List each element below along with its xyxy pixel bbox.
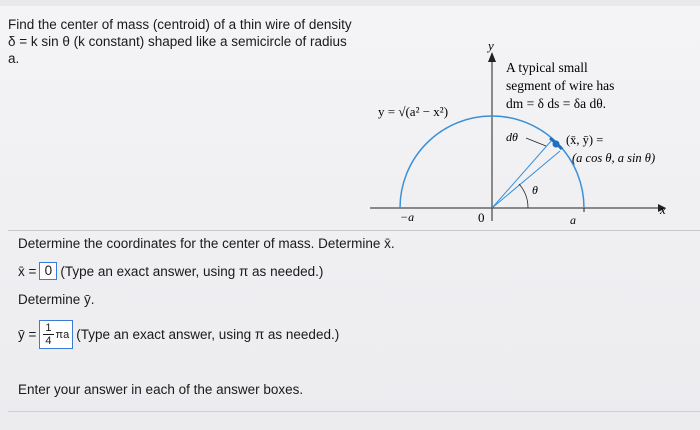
q1-answer-row [18,262,323,280]
fraction-denominator: 4 [45,335,52,347]
x-axis-label: x [660,202,666,217]
curve-equation: y = √(a² − x²) [378,104,449,119]
problem-statement [8,16,368,67]
semicircle-diagram [360,36,690,231]
pos-a-label: a [570,213,576,227]
bottom-divider [8,411,700,412]
fraction-numerator: 1 [45,322,52,334]
q2-prompt: Determine ȳ. [18,292,95,307]
point-label-2: (a cos θ, a sin θ) [572,151,656,165]
q1-lhs: x̄ = [18,263,37,279]
dtheta-arrow [526,138,546,146]
note-line-3: dm = δ ds = δa dθ. [506,96,607,111]
fraction-tail: πa [55,328,70,341]
section-divider [8,230,700,231]
footer-instruction: Enter your answer in each of the answer boxes. [18,382,304,397]
dtheta-label: dθ [506,130,518,144]
answer-fraction [43,322,53,347]
y-axis-arrow [488,52,496,62]
radius-line-1 [492,140,552,208]
neg-a-label: −a [400,210,415,224]
problem-line-1: Find the center of mass (centroid) of a thin wire of density [8,17,352,32]
point-label-1: (x̄, ȳ) = [566,133,604,147]
theta-arc [519,184,528,208]
note-line-1: A typical small [506,60,588,75]
radius-line-2 [492,151,560,208]
segment-point [553,141,560,148]
x-bar-answer-box[interactable]: 0 [39,262,57,280]
question-panel [0,6,700,430]
origin-label: 0 [478,210,485,225]
q1-prompt: Determine the coordinates for the center of mass. Determine x̄. [18,236,395,251]
q2-lhs: ȳ = [18,327,37,342]
y-bar-answer-box[interactable] [39,320,73,349]
note-line-2: segment of wire has [506,78,615,93]
q2-hint: (Type an exact answer, using π as needed.) [76,327,340,342]
q1-hint: (Type an exact answer, using π as needed.) [60,263,324,279]
q2-answer-row [18,320,339,349]
problem-line-3: a. [8,51,20,66]
theta-label: θ [532,183,538,197]
problem-line-2: δ = k sin θ (k constant) shaped like a semicircle of radius [8,34,347,49]
y-axis-label: y [488,38,494,53]
